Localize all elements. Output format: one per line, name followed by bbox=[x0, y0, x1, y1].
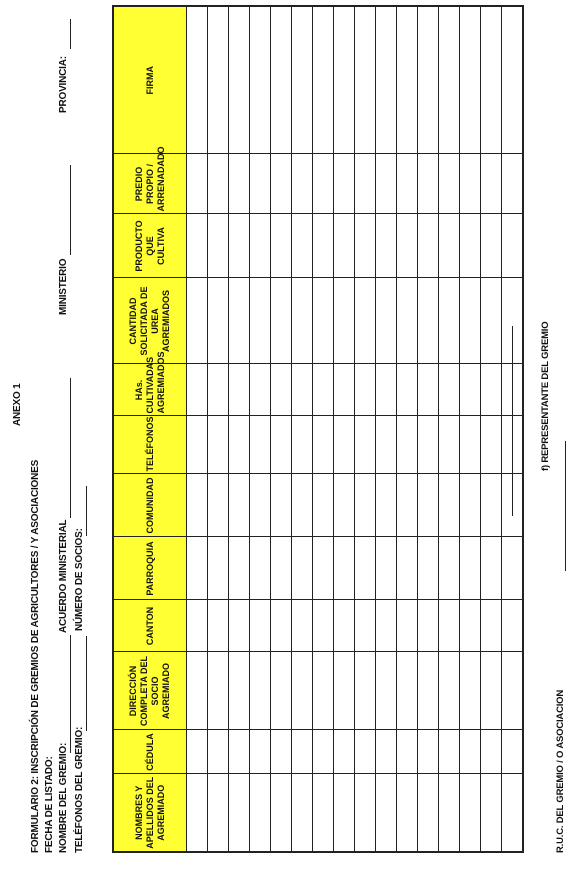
table-cell[interactable] bbox=[376, 652, 397, 730]
table-cell[interactable] bbox=[250, 214, 271, 278]
table-cell[interactable] bbox=[271, 474, 292, 537]
table-cell[interactable] bbox=[250, 730, 271, 774]
table-cell[interactable] bbox=[460, 537, 481, 600]
table-cell[interactable] bbox=[187, 600, 208, 652]
table-cell[interactable] bbox=[187, 214, 208, 278]
table-cell[interactable] bbox=[439, 474, 460, 537]
table-cell[interactable] bbox=[313, 600, 334, 652]
table-cell[interactable] bbox=[187, 537, 208, 600]
telefonos-gremio-label: TELÉFONOS DEL GREMIO: bbox=[74, 726, 85, 853]
table-cell[interactable] bbox=[250, 537, 271, 600]
table-cell[interactable] bbox=[271, 600, 292, 652]
table-cell[interactable] bbox=[208, 6, 229, 154]
col-cedula: CÉDULA bbox=[113, 730, 187, 774]
table-cell[interactable] bbox=[355, 730, 376, 774]
table-cell[interactable] bbox=[313, 6, 334, 154]
table-cell[interactable] bbox=[481, 774, 502, 852]
representative-label: f) REPRESENTANTE DEL GREMIO bbox=[540, 321, 551, 471]
table-cell[interactable] bbox=[376, 6, 397, 154]
table-cell[interactable] bbox=[439, 416, 460, 474]
table-cell[interactable] bbox=[481, 474, 502, 537]
table-cell[interactable] bbox=[229, 364, 250, 416]
socios-label: NÚMERO DE SOCIOS: bbox=[74, 528, 85, 631]
table-cell[interactable] bbox=[460, 474, 481, 537]
table-cell[interactable] bbox=[208, 364, 229, 416]
socios-line[interactable] bbox=[86, 486, 87, 536]
form-title: FORMULARIO 2: INSCRIPCIÓN DE GREMIOS DE AGRICULTORES / Y ASOCIACIONES bbox=[30, 459, 41, 853]
table-row bbox=[418, 6, 439, 852]
table-row bbox=[313, 6, 334, 852]
table-cell[interactable] bbox=[502, 214, 524, 278]
table-cell[interactable] bbox=[229, 278, 250, 364]
table-cell[interactable] bbox=[355, 600, 376, 652]
col-canton: CANTON bbox=[113, 600, 187, 652]
table-cell[interactable] bbox=[313, 774, 334, 852]
table-cell[interactable] bbox=[376, 474, 397, 537]
table-cell[interactable] bbox=[355, 652, 376, 730]
fecha-label: FECHA DE LISTADO: bbox=[44, 756, 55, 853]
table-cell[interactable] bbox=[481, 214, 502, 278]
table-cell[interactable] bbox=[439, 537, 460, 600]
table-cell[interactable] bbox=[481, 278, 502, 364]
table-cell[interactable] bbox=[397, 774, 418, 852]
table-cell[interactable] bbox=[502, 6, 524, 154]
table-cell[interactable] bbox=[313, 154, 334, 214]
table-cell[interactable] bbox=[229, 774, 250, 852]
registration-table bbox=[112, 5, 524, 853]
table-cell[interactable] bbox=[208, 537, 229, 600]
acuerdo-line[interactable] bbox=[70, 378, 71, 518]
table-cell[interactable] bbox=[502, 600, 524, 652]
table-cell[interactable] bbox=[271, 6, 292, 154]
col-comunidad: COMUNIDAD bbox=[113, 474, 187, 537]
table-cell[interactable] bbox=[481, 730, 502, 774]
table-cell[interactable] bbox=[271, 416, 292, 474]
table-cell[interactable] bbox=[229, 214, 250, 278]
table-cell[interactable] bbox=[187, 416, 208, 474]
table-cell[interactable] bbox=[271, 154, 292, 214]
table-cell[interactable] bbox=[187, 6, 208, 154]
provincia-line[interactable] bbox=[70, 19, 71, 49]
table-cell[interactable] bbox=[418, 730, 439, 774]
table-cell[interactable] bbox=[460, 652, 481, 730]
table-cell[interactable] bbox=[439, 600, 460, 652]
table-cell[interactable] bbox=[313, 364, 334, 416]
table-cell[interactable] bbox=[418, 600, 439, 652]
table-cell[interactable] bbox=[250, 652, 271, 730]
ruc-label: R.U.C. DEL GREMIO / O ASOCIACION bbox=[555, 689, 566, 853]
col-urea: CANTIDAD SOLICITADA DE UREA AGREMIADOS bbox=[113, 278, 187, 364]
table-row bbox=[187, 6, 208, 852]
table-cell[interactable] bbox=[250, 474, 271, 537]
table-cell[interactable] bbox=[397, 6, 418, 154]
table-cell[interactable] bbox=[187, 652, 208, 730]
table-cell[interactable] bbox=[460, 154, 481, 214]
table-cell[interactable] bbox=[418, 537, 439, 600]
table-row bbox=[460, 6, 481, 852]
table-row bbox=[439, 6, 460, 852]
table-cell[interactable] bbox=[418, 214, 439, 278]
table-cell[interactable] bbox=[355, 214, 376, 278]
table-cell[interactable] bbox=[208, 278, 229, 364]
table-cell[interactable] bbox=[229, 416, 250, 474]
table-cell[interactable] bbox=[229, 730, 250, 774]
table-cell[interactable] bbox=[313, 730, 334, 774]
table-cell[interactable] bbox=[250, 774, 271, 852]
table-cell[interactable] bbox=[397, 652, 418, 730]
table-cell[interactable] bbox=[250, 6, 271, 154]
table-cell[interactable] bbox=[292, 154, 313, 214]
acuerdo-label: ACUERDO MINISTERIAL bbox=[58, 519, 69, 633]
table-cell[interactable] bbox=[397, 214, 418, 278]
table-row bbox=[208, 6, 229, 852]
table-cell[interactable] bbox=[439, 214, 460, 278]
table-cell[interactable] bbox=[334, 600, 355, 652]
table-cell[interactable] bbox=[481, 537, 502, 600]
table-cell[interactable] bbox=[418, 364, 439, 416]
nombre-gremio-label: NOMBRE DEL GREMIO: bbox=[58, 742, 69, 853]
table-cell[interactable] bbox=[208, 154, 229, 214]
table-cell[interactable] bbox=[439, 364, 460, 416]
table-cell[interactable] bbox=[334, 474, 355, 537]
table-cell[interactable] bbox=[271, 364, 292, 416]
ministerio-line[interactable] bbox=[70, 165, 71, 255]
table-cell[interactable] bbox=[418, 154, 439, 214]
table-cell[interactable] bbox=[355, 6, 376, 154]
table-cell[interactable] bbox=[439, 278, 460, 364]
table-row bbox=[271, 6, 292, 852]
table-cell[interactable] bbox=[229, 652, 250, 730]
table-cell[interactable] bbox=[250, 600, 271, 652]
table-cell[interactable] bbox=[313, 537, 334, 600]
table-cell[interactable] bbox=[250, 364, 271, 416]
col-firma: FIRMA bbox=[113, 6, 187, 154]
table-cell[interactable] bbox=[334, 774, 355, 852]
table-cell[interactable] bbox=[292, 364, 313, 416]
table-cell[interactable] bbox=[439, 774, 460, 852]
table-cell[interactable] bbox=[208, 416, 229, 474]
table-cell[interactable] bbox=[355, 774, 376, 852]
table-cell[interactable] bbox=[292, 278, 313, 364]
ministerio-label: MINISTERIO bbox=[58, 258, 69, 315]
table-cell[interactable] bbox=[229, 6, 250, 154]
table-cell[interactable] bbox=[292, 600, 313, 652]
table-cell[interactable] bbox=[292, 474, 313, 537]
table-cell[interactable] bbox=[334, 730, 355, 774]
table-cell[interactable] bbox=[208, 600, 229, 652]
table-cell[interactable] bbox=[313, 474, 334, 537]
table-cell[interactable] bbox=[502, 537, 524, 600]
table-row bbox=[250, 6, 271, 852]
table-cell[interactable] bbox=[502, 730, 524, 774]
table-cell[interactable] bbox=[418, 652, 439, 730]
table-row bbox=[229, 6, 250, 852]
table-cell[interactable] bbox=[481, 6, 502, 154]
table-cell[interactable] bbox=[418, 6, 439, 154]
col-nombres: NOMBRES Y APELLIDOS DEL AGREMIADO bbox=[113, 774, 187, 852]
table-cell[interactable] bbox=[271, 774, 292, 852]
table-cell[interactable] bbox=[208, 214, 229, 278]
table-cell[interactable] bbox=[187, 474, 208, 537]
table-cell[interactable] bbox=[439, 730, 460, 774]
table-cell[interactable] bbox=[355, 364, 376, 416]
table-cell[interactable] bbox=[271, 652, 292, 730]
table-cell[interactable] bbox=[229, 537, 250, 600]
table-cell[interactable] bbox=[397, 537, 418, 600]
col-parroquia: PARROQUIA bbox=[113, 537, 187, 600]
provincia-label: PROVINCIA: bbox=[58, 56, 69, 113]
table-cell[interactable] bbox=[313, 416, 334, 474]
table-cell[interactable] bbox=[292, 652, 313, 730]
table-cell[interactable] bbox=[376, 416, 397, 474]
table-cell[interactable] bbox=[418, 416, 439, 474]
table-cell[interactable] bbox=[334, 278, 355, 364]
table-cell[interactable] bbox=[502, 774, 524, 852]
table-cell[interactable] bbox=[460, 214, 481, 278]
table-cell[interactable] bbox=[187, 730, 208, 774]
table-cell[interactable] bbox=[439, 6, 460, 154]
table-cell[interactable] bbox=[418, 278, 439, 364]
table-header-row bbox=[113, 6, 187, 852]
table-cell[interactable] bbox=[292, 537, 313, 600]
table-cell[interactable] bbox=[418, 474, 439, 537]
table-cell[interactable] bbox=[208, 474, 229, 537]
table-cell[interactable] bbox=[397, 278, 418, 364]
table-cell[interactable] bbox=[355, 416, 376, 474]
table-cell[interactable] bbox=[397, 154, 418, 214]
table-cell[interactable] bbox=[460, 416, 481, 474]
table-cell[interactable] bbox=[334, 214, 355, 278]
table-cell[interactable] bbox=[229, 154, 250, 214]
table-row bbox=[334, 6, 355, 852]
table-cell[interactable] bbox=[208, 652, 229, 730]
table-cell[interactable] bbox=[292, 416, 313, 474]
table-cell[interactable] bbox=[271, 278, 292, 364]
table-cell[interactable] bbox=[313, 652, 334, 730]
table-cell[interactable] bbox=[460, 364, 481, 416]
col-producto: PRODUCTO QUE CULTIVA bbox=[113, 214, 187, 278]
table-cell[interactable] bbox=[376, 214, 397, 278]
table-cell[interactable] bbox=[460, 774, 481, 852]
table-cell[interactable] bbox=[271, 214, 292, 278]
col-telefonos: TELÉFONOS bbox=[113, 416, 187, 474]
table-cell[interactable] bbox=[481, 416, 502, 474]
table-cell[interactable] bbox=[229, 600, 250, 652]
table-row bbox=[376, 6, 397, 852]
table-cell[interactable] bbox=[313, 214, 334, 278]
annex-title: ANEXO 1 bbox=[12, 383, 23, 426]
table-cell[interactable] bbox=[481, 154, 502, 214]
table-cell[interactable] bbox=[397, 416, 418, 474]
table-cell[interactable] bbox=[187, 364, 208, 416]
telefonos-gremio-line[interactable] bbox=[86, 636, 87, 731]
table-cell[interactable] bbox=[334, 6, 355, 154]
table-cell[interactable] bbox=[271, 537, 292, 600]
table-row bbox=[481, 6, 502, 852]
table-cell[interactable] bbox=[439, 652, 460, 730]
table-cell[interactable] bbox=[460, 6, 481, 154]
table-cell[interactable] bbox=[355, 278, 376, 364]
table-cell[interactable] bbox=[292, 774, 313, 852]
table-cell[interactable] bbox=[250, 416, 271, 474]
table-cell[interactable] bbox=[250, 154, 271, 214]
col-direccion: DIRECCIÓN COMPLETA DEL SOCIO AGREMIADO bbox=[113, 652, 187, 730]
table-cell[interactable] bbox=[334, 537, 355, 600]
table-cell[interactable] bbox=[418, 774, 439, 852]
table-cell[interactable] bbox=[376, 364, 397, 416]
table-cell[interactable] bbox=[439, 154, 460, 214]
table-cell[interactable] bbox=[292, 730, 313, 774]
table-row bbox=[355, 6, 376, 852]
table-cell[interactable] bbox=[334, 416, 355, 474]
table-cell[interactable] bbox=[208, 730, 229, 774]
table-cell[interactable] bbox=[376, 774, 397, 852]
table-cell[interactable] bbox=[292, 6, 313, 154]
table-cell[interactable] bbox=[460, 278, 481, 364]
table-cell[interactable] bbox=[397, 474, 418, 537]
table-cell[interactable] bbox=[502, 652, 524, 730]
table-cell[interactable] bbox=[355, 474, 376, 537]
table-cell[interactable] bbox=[208, 774, 229, 852]
col-hectareas: HAs. CULTIVADAS AGREMIADOS bbox=[113, 364, 187, 416]
nombre-gremio-line[interactable] bbox=[70, 635, 71, 753]
table-cell[interactable] bbox=[397, 600, 418, 652]
ruc-line[interactable] bbox=[565, 441, 566, 571]
signature-line[interactable] bbox=[512, 326, 513, 516]
table-cell[interactable] bbox=[397, 730, 418, 774]
table-cell[interactable] bbox=[334, 652, 355, 730]
table-cell[interactable] bbox=[502, 154, 524, 214]
table-row bbox=[397, 6, 418, 852]
table-cell[interactable] bbox=[376, 730, 397, 774]
table-cell[interactable] bbox=[481, 600, 502, 652]
table-cell[interactable] bbox=[376, 154, 397, 214]
table-cell[interactable] bbox=[376, 600, 397, 652]
table-cell[interactable] bbox=[229, 474, 250, 537]
table-cell[interactable] bbox=[313, 278, 334, 364]
table-cell[interactable] bbox=[334, 364, 355, 416]
table-cell[interactable] bbox=[187, 774, 208, 852]
table-cell[interactable] bbox=[376, 278, 397, 364]
table-cell[interactable] bbox=[250, 278, 271, 364]
table-cell[interactable] bbox=[187, 278, 208, 364]
table-cell[interactable] bbox=[481, 364, 502, 416]
table-cell[interactable] bbox=[187, 154, 208, 214]
table-row bbox=[292, 6, 313, 852]
table-cell[interactable] bbox=[376, 537, 397, 600]
table-cell[interactable] bbox=[334, 154, 355, 214]
table-cell[interactable] bbox=[271, 730, 292, 774]
table-cell[interactable] bbox=[355, 537, 376, 600]
table-cell[interactable] bbox=[355, 154, 376, 214]
table-cell[interactable] bbox=[292, 214, 313, 278]
table-cell[interactable] bbox=[397, 364, 418, 416]
table-cell[interactable] bbox=[460, 600, 481, 652]
table-cell[interactable] bbox=[460, 730, 481, 774]
col-predio: PREDIO PROPIO / ARRENADADO bbox=[113, 154, 187, 214]
table-cell[interactable] bbox=[481, 652, 502, 730]
